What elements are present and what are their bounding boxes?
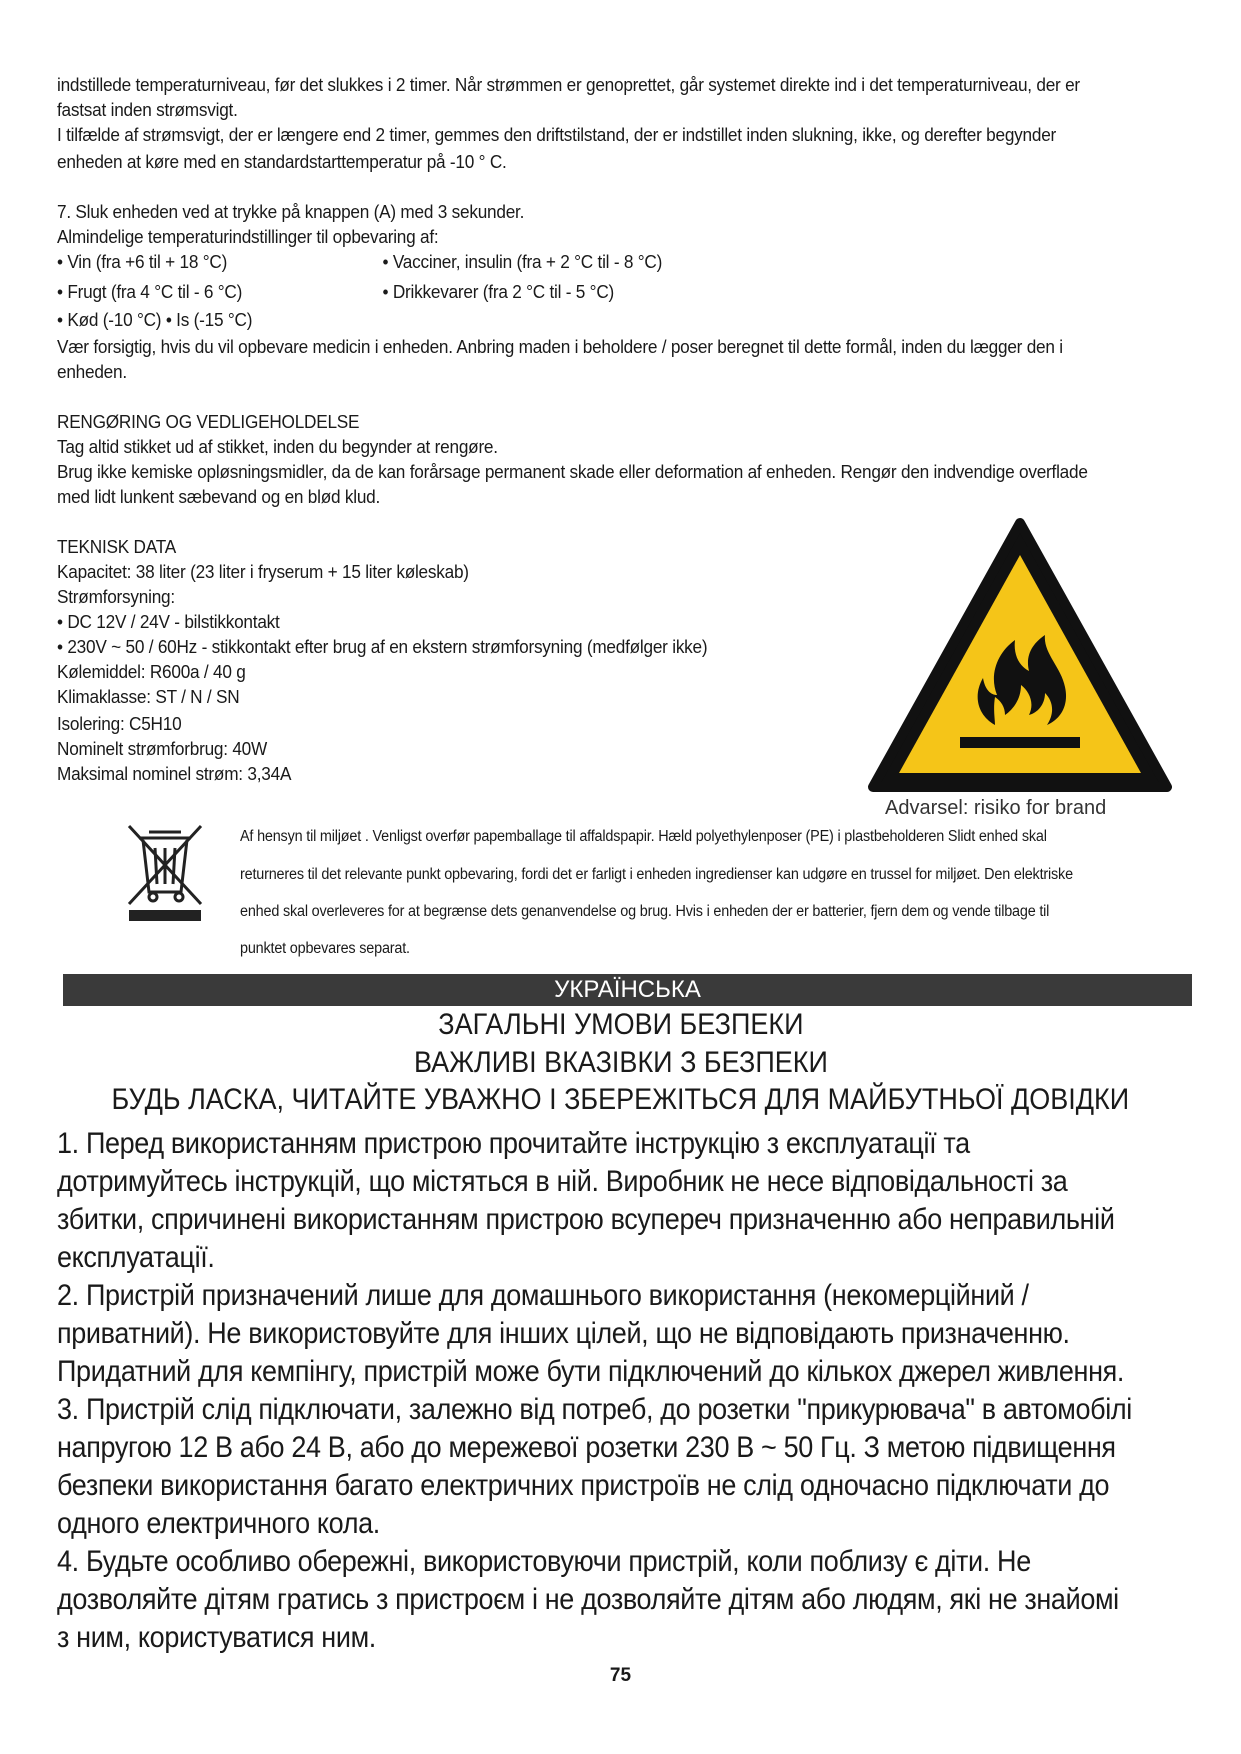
cleaning-line: med lidt lunkent sæbevand og en blød klud. xyxy=(57,486,381,507)
uk-line: 1. Перед використанням пристрою прочитайте інструкцію з експлуатації та xyxy=(57,1127,970,1160)
storage-heading: Almindelige temperaturindstillinger til opbevaring af: xyxy=(57,226,439,247)
section-bar-ukrainian: УКРАЇНСЬКА xyxy=(63,974,1192,1006)
storage-wine: • Vin (fra +6 til + 18 °C) xyxy=(57,251,228,272)
env-line: enhed skal overleveres for at begrænse dets genanvendelse og brug. Hvis i enheden der er batterier, fjern dem og vende tilbage til xyxy=(240,903,1050,920)
uk-line: дотримуйтесь інструкцій, що містяться в ній. Виробник не несе відповідальності за xyxy=(57,1165,1068,1198)
tech-line: Klimaklasse: ST / N / SN xyxy=(57,686,240,707)
uk-title-3: БУДЬ ЛАСКА, ЧИТАЙТЕ УВАЖНО І ЗБЕРЕЖІТЬСЯ ДЛЯ МАЙБУТНЬОЇ ДОВІДКИ xyxy=(111,1083,1130,1116)
tech-line: Nominelt strømforbrug: 40W xyxy=(57,738,268,759)
tech-line: • 230V ~ 50 / 60Hz - stikkontakt efter brug af en ekstern strømforsyning (medfølger ikke) xyxy=(57,636,708,657)
uk-line: напругою 12 В або 24 В, або до мережевої розетки 230 В ~ 50 Гц. З метою підвищення xyxy=(57,1431,1116,1464)
uk-title-2: ВАЖЛИВІ ВКАЗІВКИ З БЕЗПЕКИ xyxy=(413,1046,828,1079)
storage-fruit: • Frugt (fra 4 °C til - 6 °C) xyxy=(57,281,243,302)
uk-line: 4. Будьте особливо обережні, використовуючи пристрій, коли поблизу є діти. Не xyxy=(57,1545,1031,1578)
uk-line: збитки, спричинені використанням пристрою всупереч призначенню або неправильній xyxy=(57,1203,1115,1236)
env-line: Af hensyn til miljøet . Venligst overfør papemballage til affaldspapir. Hæld polyethylenposer (PE) i plastbeholderen Slidt enhed skal xyxy=(240,828,1047,845)
warning-caption: Advarsel: risiko for brand xyxy=(885,797,1107,819)
cleaning-heading: RENGØRING OG VEDLIGEHOLDELSE xyxy=(57,411,360,432)
text-line: I tilfælde af strømsvigt, der er længere end 2 timer, gemmes den driftstilstand, der er indstillet inden slukning, ikke, og derefter begynder xyxy=(57,124,1057,145)
weee-bin-icon xyxy=(123,822,207,924)
caution-line: Vær forsigtig, hvis du vil opbevare medicin i enheden. Anbring maden i beholdere / poser beregnet til dette formål, inden du lægger den i xyxy=(57,336,1063,357)
uk-line: дозволяйте дітям гратись з пристроєм і не дозволяйте дітям або людям, які не знайомі xyxy=(57,1583,1119,1616)
text-line: fastsat inden strømsvigt. xyxy=(57,99,238,120)
storage-drinks: • Drikkevarer (fra 2 °C til - 5 °C) xyxy=(382,281,615,302)
tech-line: Strømforsyning: xyxy=(57,586,175,607)
storage-vaccines: • Vacciner, insulin (fra + 2 °C til - 8 °C) xyxy=(382,251,663,272)
storage-meat-ice: • Kød (-10 °C) • Is (-15 °C) xyxy=(57,309,253,330)
env-line: punktet opbevares separat. xyxy=(240,940,410,957)
uk-line: 2. Пристрій призначений лише для домашнього використання (некомерційний / xyxy=(57,1279,1029,1312)
uk-line: 3. Пристрій слід підключати, залежно від потреб, до розетки "прикурювача" в автомобілі xyxy=(57,1393,1132,1426)
tech-heading: TEKNISK DATA xyxy=(57,536,176,557)
uk-line: безпеки використання багато електричних пристроїв не слід одночасно підключати до xyxy=(57,1469,1110,1502)
tech-line: • DC 12V / 24V - bilstikkontakt xyxy=(57,611,280,632)
storage-row-1 xyxy=(57,249,663,274)
tech-line: Maksimal nominel strøm: 3,34A xyxy=(57,763,292,784)
tech-line: Isolering: C5H10 xyxy=(57,713,182,734)
text-line: indstillede temperaturniveau, før det slukkes i 2 timer. Når strømmen er genoprettet, går systemet direkte ind i det temperaturniveau, der er xyxy=(57,74,1080,95)
text-line: enheden at køre med en standardstarttemperatur på -10 ° C. xyxy=(57,151,507,172)
storage-row-2 xyxy=(57,279,615,304)
flammable-warning-icon xyxy=(865,515,1175,795)
caution-line: enheden. xyxy=(57,361,127,382)
cleaning-line: Tag altid stikket ud af stikket, inden du begynder at rengøre. xyxy=(57,436,498,457)
uk-line: з ним, користуватися ним. xyxy=(57,1621,376,1654)
uk-line: Придатний для кемпінгу, пристрій може бути підключений до кількох джерел живлення. xyxy=(57,1355,1125,1388)
cleaning-line: Brug ikke kemiske opløsningsmidler, da de kan forårsage permanent skade eller deformation af enheden. Rengør den indvendige overflade xyxy=(57,461,1088,482)
tech-line: Kapacitet: 38 liter (23 liter i fryserum + 15 liter køleskab) xyxy=(57,561,469,582)
uk-line: експлуатації. xyxy=(57,1241,215,1274)
tech-line: Kølemiddel: R600a / 40 g xyxy=(57,661,246,682)
uk-title-1: ЗАГАЛЬНІ УМОВИ БЕЗПЕКИ xyxy=(437,1008,804,1041)
step-7: 7. Sluk enheden ved at trykke på knappen (A) med 3 sekunder. xyxy=(57,201,525,222)
env-line: returneres til det relevante punkt opbevaring, fordi det er farligt i enheden ingredienser kan udgøre en trussel for miljøet. Den elektriske xyxy=(240,866,1073,883)
page-number: 75 xyxy=(609,1665,632,1686)
uk-line: одного електричного кола. xyxy=(57,1507,380,1540)
uk-line: приватний). Не використовуйте для інших цілей, що не відповідають призначенню. xyxy=(57,1317,1070,1350)
